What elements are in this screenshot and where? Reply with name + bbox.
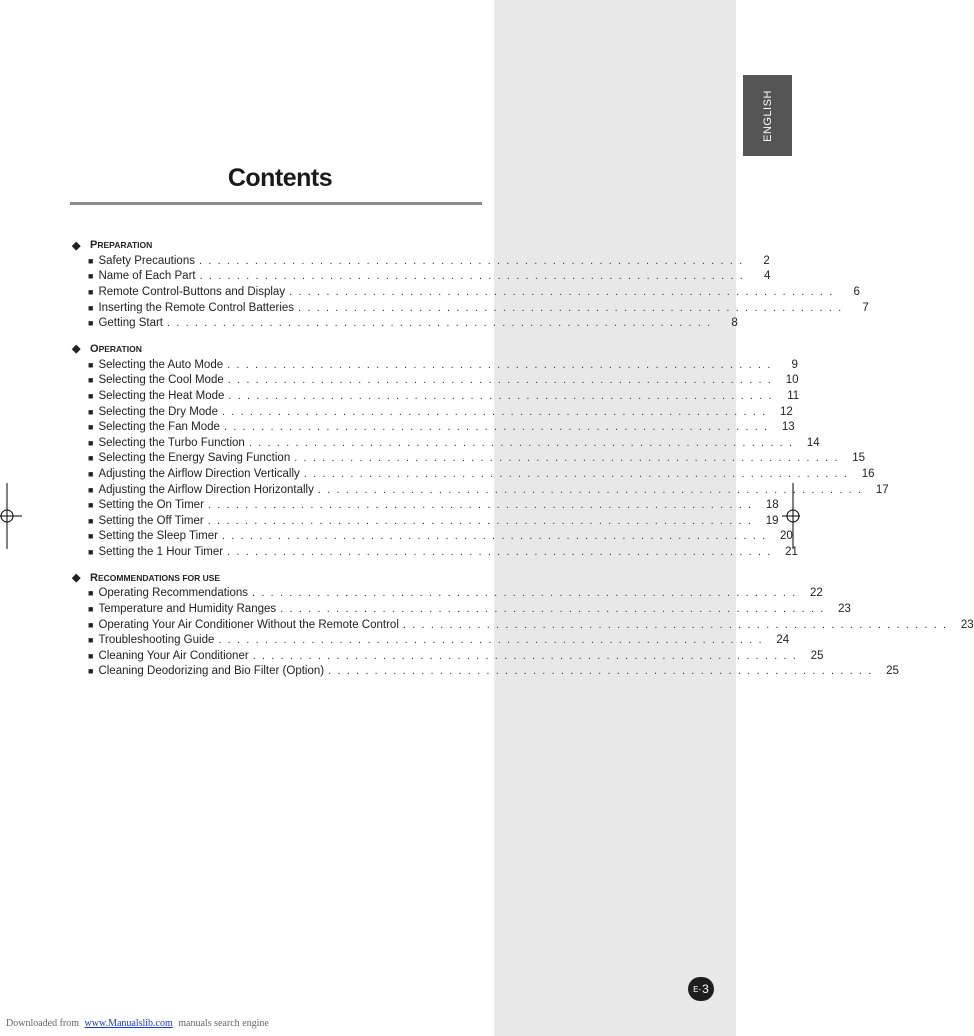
toc-entry-page: 23 [838,603,851,616]
toc-entry-page: 4 [763,270,771,283]
dot-leader: . . . . . . . . . . . . . . . . . . . . . . . . . . . . . . . . . . . . . . . . . . . . . . . . . . . . . . . . . . . [252,587,797,600]
dot-leader: . . . . . . . . . . . . . . . . . . . . . . . . . . . . . . . . . . . . . . . . . . . . . . . . . . . . . . . . . . . [252,649,798,662]
language-tab-label: ENGLISH [761,89,774,142]
footer-prefix: Downloaded from [6,1018,80,1029]
diamond-bullet-icon: ◆ [72,572,81,585]
section-heading-rest: ECOMMENDATIONS FOR USE [97,572,221,583]
toc-entry[interactable] [72,404,793,420]
toc-entry[interactable] [72,315,738,331]
square-bullet-icon: ■ [88,604,94,615]
toc-entry-label: Name of Each Part [98,270,196,283]
toc-entry-page: 18 [765,499,779,512]
dot-leader: . . . . . . . . . . . . . . . . . . . . . . . . . . . . . . . . . . . . . . . . . . . . . . . . . . . . . . . . . . . [221,530,767,543]
page-number-badge [688,977,714,1001]
toc-entry-label: Setting the Off Timer [98,514,204,527]
toc-entry[interactable] [72,664,899,680]
table-of-contents [72,237,974,689]
dot-leader: . . . . . . . . . . . . . . . . . . . . . . . . . . . . . . . . . . . . . . . . . . . . . . . . . . . . . . . . . . . [317,483,863,496]
square-bullet-icon: ■ [88,484,94,495]
toc-entry-page: 14 [806,436,820,449]
toc-entry-label: Selecting the Heat Mode [98,389,225,402]
toc-entry-label: Selecting the Dry Mode [98,405,218,418]
dot-leader: . . . . . . . . . . . . . . . . . . . . . . . . . . . . . . . . . . . . . . . . . . . . . . . . . . . . . . . . . . . [167,317,712,330]
toc-entry-page: 25 [886,665,899,678]
toc-entry[interactable] [72,586,823,602]
toc-entry-page: 21 [785,545,798,558]
toc-entry-label: Getting Start [98,317,163,330]
toc-entry-label: Cleaning Your Air Conditioner [98,649,249,662]
toc-entry[interactable] [72,513,779,529]
toc-entry[interactable] [72,482,889,498]
dot-leader: . . . . . . . . . . . . . . . . . . . . . . . . . . . . . . . . . . . . . . . . . . . . . . . . . . . . . . . . . . . [227,358,772,371]
toc-entry-page: 22 [810,587,823,600]
toc-entry-label: Selecting the Energy Saving Function [98,452,291,465]
toc-section [72,237,869,331]
dot-leader: . . . . . . . . . . . . . . . . . . . . . . . . . . . . . . . . . . . . . . . . . . . . . . . . . . . . . . . . . . . [227,545,772,558]
download-footer [6,1018,269,1029]
toc-entry[interactable] [72,617,974,633]
toc-entry-label: Remote Control-Buttons and Display [98,285,286,298]
page-title: Contents [227,164,333,192]
square-bullet-icon: ■ [88,422,94,433]
toc-section-heading [72,237,462,253]
square-bullet-icon: ■ [88,468,94,479]
toc-entry[interactable] [72,284,860,300]
toc-entry[interactable] [72,529,793,545]
toc-entry[interactable] [72,648,824,664]
toc-entry-label: Inserting the Remote Control Batteries [98,301,295,314]
square-bullet-icon: ■ [88,359,94,370]
section-heading-initial: P [90,239,98,251]
dot-leader: . . . . . . . . . . . . . . . . . . . . . . . . . . . . . . . . . . . . . . . . . . . . . . . . . . . . . . . . . . . [228,389,774,402]
dot-leader: . . . . . . . . . . . . . . . . . . . . . . . . . . . . . . . . . . . . . . . . . . . . . . . . . . . . . . . . . . . [227,374,773,387]
toc-entry-label: Selecting the Turbo Function [98,436,245,449]
square-bullet-icon: ■ [88,546,94,557]
diamond-bullet-icon: ◆ [72,343,81,356]
square-bullet-icon: ■ [88,406,94,417]
language-tab-label-wrap [743,75,792,156]
footer-suffix: manuals search engine [178,1018,269,1029]
toc-entry[interactable] [72,601,851,617]
square-bullet-icon: ■ [88,437,94,448]
dot-leader: . . . . . . . . . . . . . . . . . . . . . . . . . . . . . . . . . . . . . . . . . . . . . . . . . . . . . . . . . . . [207,514,753,527]
toc-entry-label: Selecting the Cool Mode [98,374,224,387]
footer-link[interactable]: www.Manualslib.com [84,1018,173,1029]
toc-entry[interactable] [72,435,820,451]
toc-entry-label: Adjusting the Airflow Direction Horizontally [98,483,314,496]
dot-leader: . . . . . . . . . . . . . . . . . . . . . . . . . . . . . . . . . . . . . . . . . . . . . . . . . . . . . . . . . . . [223,421,769,434]
dot-leader: . . . . . . . . . . . . . . . . . . . . . . . . . . . . . . . . . . . . . . . . . . . . . . . . . . . . . . . . . . . [402,618,948,631]
square-bullet-icon: ■ [88,453,94,464]
toc-entry[interactable] [72,253,770,269]
toc-entry-page: 16 [861,467,875,480]
toc-entry[interactable] [72,269,771,285]
dot-leader: . . . . . . . . . . . . . . . . . . . . . . . . . . . . . . . . . . . . . . . . . . . . . . . . . . . . . . . . . . . [218,634,764,647]
dot-leader: . . . . . . . . . . . . . . . . . . . . . . . . . . . . . . . . . . . . . . . . . . . . . . . . . . . . . . . . . . . [289,285,834,298]
toc-entry[interactable] [72,357,798,373]
square-bullet-icon: ■ [88,286,94,297]
dot-leader: . . . . . . . . . . . . . . . . . . . . . . . . . . . . . . . . . . . . . . . . . . . . . . . . . . . . . . . . . . . [198,254,744,267]
square-bullet-icon: ■ [88,390,94,401]
toc-entry-page: 6 [853,285,860,298]
toc-entry-page: 17 [875,483,889,496]
section-heading-initial: O [90,342,99,355]
toc-entry[interactable] [72,388,800,404]
toc-section-heading [72,570,462,586]
section-heading-rest: REPARATION [97,240,153,250]
page-number: 3 [702,982,709,996]
toc-entry-label: Setting the 1 Hour Timer [98,545,224,558]
square-bullet-icon: ■ [88,531,94,542]
toc-section [72,570,974,680]
toc-entry[interactable] [72,451,866,467]
registration-mark-left-icon [0,483,22,549]
toc-entry-page: 15 [852,452,866,465]
toc-entry-page: 11 [787,389,800,402]
dot-leader: . . . . . . . . . . . . . . . . . . . . . . . . . . . . . . . . . . . . . . . . . . . . . . . . . . . . . . . . . . . [298,301,843,314]
title-divider [70,202,482,205]
toc-entry-page: 7 [862,301,869,314]
toc-entry-page: 2 [763,254,770,267]
dot-leader: . . . . . . . . . . . . . . . . . . . . . . . . . . . . . . . . . . . . . . . . . . . . . . . . . . . . . . . . . . . [294,452,840,465]
toc-entry-page: 24 [776,634,790,647]
square-bullet-icon: ■ [88,375,94,386]
toc-entry-label: Setting the On Timer [98,499,204,512]
toc-entry[interactable] [72,373,799,389]
dot-leader: . . . . . . . . . . . . . . . . . . . . . . . . . . . . . . . . . . . . . . . . . . . . . . . . . . . . . . . . . . . [328,665,873,678]
square-bullet-icon: ■ [88,302,94,313]
square-bullet-icon: ■ [88,635,94,646]
toc-entry[interactable] [72,300,869,316]
toc-entry-label: Selecting the Fan Mode [98,421,220,434]
toc-entry[interactable] [72,544,798,560]
toc-entry-page: 12 [779,405,793,418]
toc-entry-page: 13 [781,421,795,434]
square-bullet-icon: ■ [88,500,94,511]
square-bullet-icon: ■ [88,515,94,526]
toc-entry[interactable] [72,497,779,513]
toc-entry-page: 25 [810,649,824,662]
toc-section [72,341,889,560]
square-bullet-icon: ■ [88,271,94,282]
square-bullet-icon: ■ [88,666,94,677]
square-bullet-icon: ■ [88,650,94,661]
toc-entry-label: Adjusting the Airflow Direction Vertically [98,467,300,480]
toc-entry-page: 20 [779,530,793,543]
toc-entry[interactable] [72,419,795,435]
toc-entry-label: Troubleshooting Guide [98,634,215,647]
toc-entry-label: Operating Your Air Conditioner Without the Remote Control [98,618,399,631]
square-bullet-icon: ■ [88,588,94,599]
dot-leader: . . . . . . . . . . . . . . . . . . . . . . . . . . . . . . . . . . . . . . . . . . . . . . . . . . . . . . . . . . . [221,405,767,418]
toc-section-heading [72,341,462,357]
toc-entry-page: 8 [731,317,738,330]
toc-entry[interactable] [72,632,790,648]
dot-leader: . . . . . . . . . . . . . . . . . . . . . . . . . . . . . . . . . . . . . . . . . . . . . . . . . . . . . . . . . . . [199,270,745,283]
section-heading-rest: PERATION [98,343,142,354]
dot-leader: . . . . . . . . . . . . . . . . . . . . . . . . . . . . . . . . . . . . . . . . . . . . . . . . . . . . . . . . . . . [248,436,794,449]
diamond-bullet-icon: ◆ [72,239,81,252]
dot-leader: . . . . . . . . . . . . . . . . . . . . . . . . . . . . . . . . . . . . . . . . . . . . . . . . . . . . . . . . . . . [207,499,753,512]
toc-entry-page: 10 [785,374,799,387]
toc-entry-page: 19 [765,514,779,527]
toc-entry[interactable] [72,466,875,482]
dot-leader: . . . . . . . . . . . . . . . . . . . . . . . . . . . . . . . . . . . . . . . . . . . . . . . . . . . . . . . . . . . [280,603,825,616]
toc-entry-label: Temperature and Humidity Ranges [98,603,277,616]
toc-entry-label: Cleaning Deodorizing and Bio Filter (Option) [98,665,325,678]
toc-entry-label: Selecting the Auto Mode [98,358,224,371]
page-number-prefix: E- [693,984,702,994]
toc-entry-page: 23 [960,618,974,631]
toc-entry-page: 9 [791,358,798,371]
toc-entry-label: Setting the Sleep Timer [98,530,218,543]
square-bullet-icon: ■ [88,255,94,266]
square-bullet-icon: ■ [88,619,94,630]
toc-entry-label: Operating Recommendations [98,587,249,600]
square-bullet-icon: ■ [88,318,94,329]
dot-leader: . . . . . . . . . . . . . . . . . . . . . . . . . . . . . . . . . . . . . . . . . . . . . . . . . . . . . . . . . . . [303,467,849,480]
section-heading-initial: R [90,571,98,584]
toc-entry-label: Safety Precautions [98,254,195,267]
